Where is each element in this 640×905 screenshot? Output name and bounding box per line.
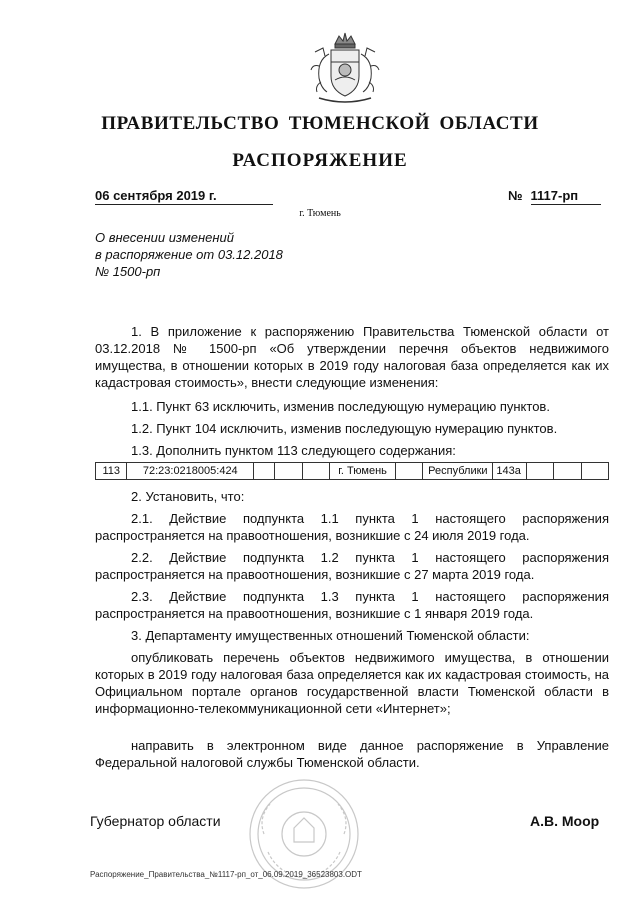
table-cell (526, 463, 553, 480)
organization-title: ПРАВИТЕЛЬСТВО ТЮМЕНСКОЙ ОБЛАСТИ (101, 113, 539, 134)
table-cell (581, 463, 608, 480)
table-cell (554, 463, 581, 480)
paragraph-1: 1. В приложение к распоряжению Правительства Тюменской области от 03.12.2018 № 1500-рп «Об утверждении перечня объектов недвижимого имущества, в отношении которых в 2019 году налоговая база определяется как их кадастровая стоимость», внести следующие изменения: (95, 324, 609, 390)
document-number: 1117-рп (531, 188, 601, 205)
document-date: 06 сентября 2019 г. (95, 188, 273, 205)
table-cell: г. Тюмень (330, 463, 396, 480)
signatory-name: А.В. Моор (530, 813, 600, 829)
inserted-item-table (95, 462, 609, 480)
table-cell (254, 463, 275, 480)
paragraph-1-3: 1.3. Дополнить пунктом 113 следующего содержания: (131, 443, 456, 458)
table-cell: 72:23:0218005:424 (127, 463, 254, 480)
paragraph-2: 2. Установить, что: (131, 489, 245, 504)
document-type-title: РАСПОРЯЖЕНИЕ (232, 150, 408, 171)
paragraph-3-send: направить в электронном виде данное распоряжение в Управление Федеральной налоговой службы Тюменской области. (95, 738, 609, 770)
paragraph-1-1: 1.1. Пункт 63 исключить, изменив последующую нумерацию пунктов. (131, 399, 550, 414)
table-row (96, 463, 609, 480)
document-number-block (508, 188, 601, 205)
number-sign: № (508, 188, 523, 203)
signatory-title: Губернатор области (90, 813, 221, 829)
paragraph-3: 3. Департаменту имущественных отношений Тюменской области: (131, 628, 530, 643)
document-subject (95, 229, 355, 280)
paragraph-2-1: 2.1. Действие подпункта 1.1 пункта 1 настоящего распоряжения распространяется на правоотношения, возникшие с 24 июля 2019 года. (95, 511, 609, 543)
subject-line: О внесении изменений (95, 230, 234, 245)
city-label: г. Тюмень (299, 208, 341, 219)
table-cell (396, 463, 423, 480)
paragraph-3-publish: опубликовать перечень объектов недвижимого имущества, в отношении которых в 2019 году налоговая база определяется как их кадастровая стоимость, на Официальном портале органов государственной власти Тюменской области в информационно-телекоммуникационной сети «Интернет»; (95, 650, 609, 716)
table-cell (302, 463, 329, 480)
paragraph-2-3: 2.3. Действие подпункта 1.3 пункта 1 настоящего распоряжения распространяется на правоотношения, возникшие с 1 января 2019 года. (95, 589, 609, 621)
table-cell: Республики (423, 463, 493, 480)
table-cell: 143а (493, 463, 526, 480)
table-cell: 113 (96, 463, 127, 480)
paragraph-1-2: 1.2. Пункт 104 исключить, изменив последующую нумерацию пунктов. (131, 421, 558, 436)
subject-line: в распоряжение от 03.12.2018 (95, 247, 283, 262)
paragraph-2-2: 2.2. Действие подпункта 1.2 пункта 1 настоящего распоряжения распространяется на правоотношения, возникшие с 27 марта 2019 года. (95, 550, 609, 582)
subject-line: № 1500-рп (95, 264, 161, 279)
coat-of-arms-emblem (305, 30, 385, 110)
table-cell (275, 463, 302, 480)
footer-file-name: Распоряжение_Правительства_№1117-рп_от_06.09.2019_36523803.ODT (90, 870, 362, 879)
